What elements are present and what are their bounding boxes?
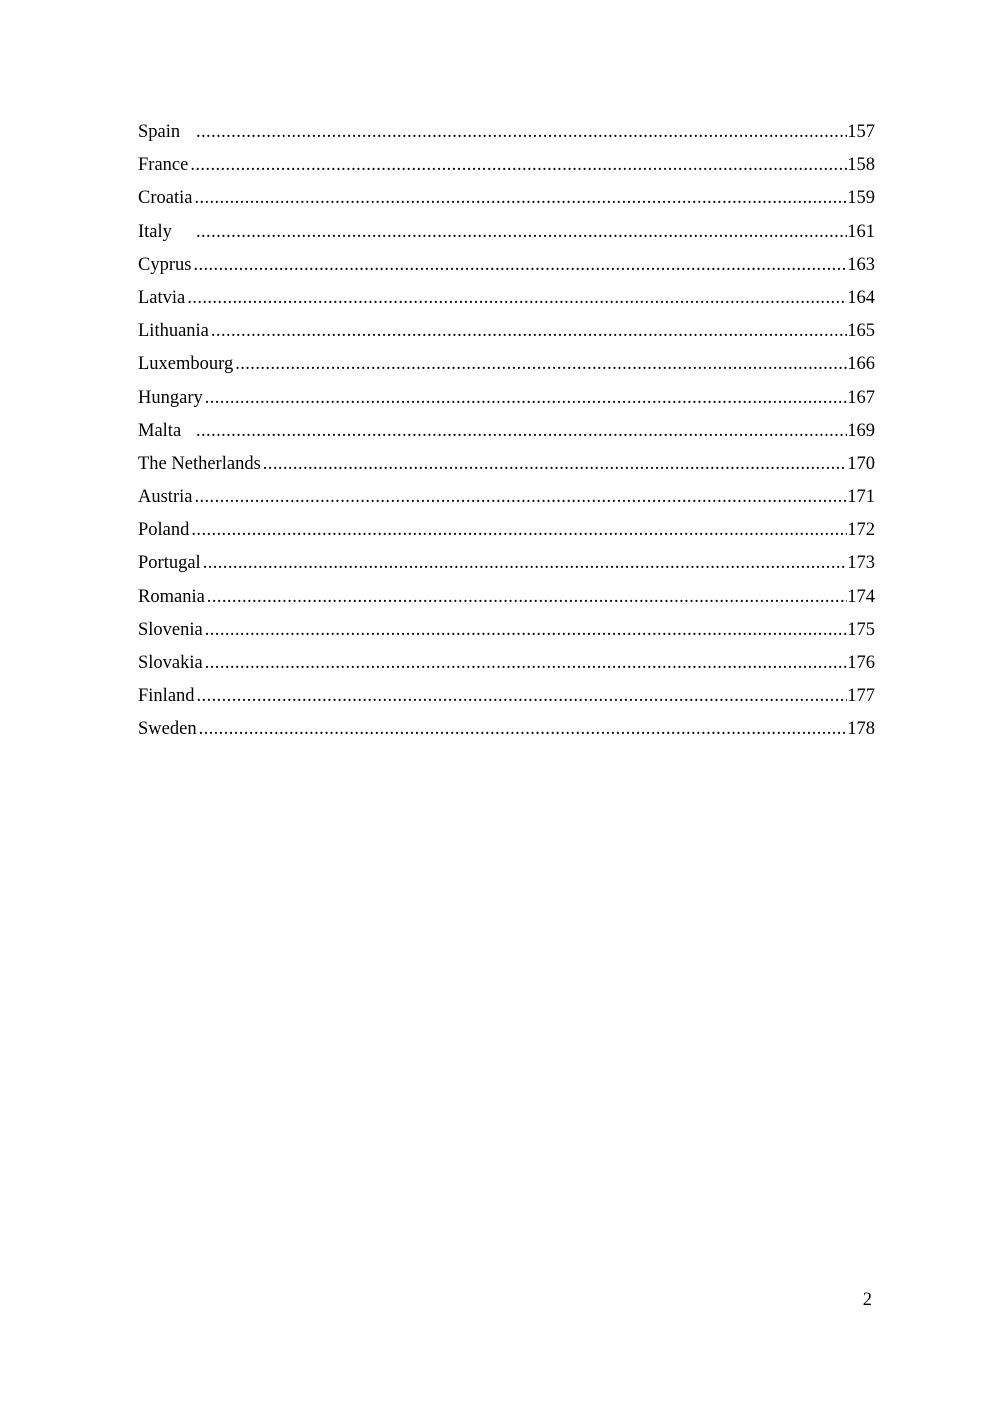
toc-entry-label: The Netherlands [138,453,261,474]
dot-leader [196,118,847,146]
dot-leader [205,616,848,644]
toc-entry-romania[interactable] [138,583,875,616]
toc-entry-malta[interactable] [138,417,875,450]
toc-entry-the-netherlands[interactable] [138,450,875,483]
dot-leader [196,417,847,445]
toc-entry-page: 175 [847,619,875,640]
toc-entry-page: 178 [847,719,875,740]
toc-entry-label: Romania [138,586,205,607]
toc-entry-label: Malta [138,420,182,441]
toc-entry-page: 171 [847,487,875,508]
toc-entry-page: 157 [847,122,875,142]
dot-leader [205,384,848,412]
toc-entry-page: 161 [847,221,875,242]
toc-entry-finland[interactable] [138,682,875,715]
toc-entry-lithuania[interactable] [138,317,875,350]
page-number: 2 [862,1290,872,1310]
toc-entry-label: Finland [138,686,195,707]
dot-leader [187,284,847,312]
toc-entry-italy[interactable] [138,218,875,251]
toc-entry-page: 163 [847,254,875,275]
toc-entry-hungary[interactable] [138,384,875,417]
toc-entry-page: 174 [847,586,875,607]
toc-entry-portugal[interactable] [138,549,875,582]
toc-entry-page: 164 [847,287,875,308]
toc-entry-croatia[interactable] [138,184,875,217]
dot-leader [193,251,847,279]
toc-entry-france[interactable] [138,151,875,184]
toc-entry-page: 169 [847,420,875,441]
toc-entry-page: 158 [847,155,875,176]
dot-leader [263,450,847,478]
toc-entry-page: 170 [847,453,875,474]
toc-entry-label: Latvia [138,287,186,308]
toc-entry-slovenia[interactable] [138,616,875,649]
toc-entry-page: 177 [847,686,875,707]
table-of-contents [138,118,875,749]
toc-entry-page: 166 [847,354,875,375]
dot-leader [196,218,847,246]
toc-entry-page: 172 [847,520,875,541]
dot-leader [191,516,847,544]
toc-entry-page: 165 [847,321,875,342]
toc-entry-label: Poland [138,520,190,541]
dot-leader [203,549,848,577]
toc-entry-label: Cyprus [138,254,192,275]
toc-entry-label: Luxembourg [138,354,234,375]
dot-leader [199,715,848,743]
dot-leader [190,151,847,179]
dot-leader [207,583,847,611]
toc-entry-page: 176 [847,653,875,673]
dot-leader [194,483,847,511]
toc-entry-label: Hungary [138,387,203,408]
toc-entry-label: Lithuania [138,321,209,342]
toc-entry-page: 173 [847,553,875,574]
toc-entry-poland[interactable] [138,516,875,549]
toc-entry-label: Croatia [138,188,193,209]
toc-entry-label: Austria [138,487,193,508]
toc-entry-latvia[interactable] [138,284,875,317]
toc-entry-label: Slovenia [138,619,203,640]
toc-entry-label: Slovakia [138,653,203,673]
toc-entry-spain[interactable] [138,118,875,151]
dot-leader [235,350,847,378]
toc-entry-luxembourg[interactable] [138,350,875,383]
toc-entry-page: 159 [847,188,875,209]
toc-entry-austria[interactable] [138,483,875,516]
toc-entry-label: France [138,155,189,176]
toc-entry-label: Sweden [138,719,197,740]
dot-leader [194,184,847,212]
toc-entry-label: Italy [138,221,172,242]
toc-entry-sweden[interactable] [138,715,875,748]
toc-entry-slovakia[interactable] [138,649,875,682]
dot-leader [197,682,848,710]
dot-leader [211,317,847,345]
toc-entry-page: 167 [847,387,875,408]
dot-leader [205,649,848,677]
toc-entry-label: Spain [138,122,181,142]
toc-entry-cyprus[interactable] [138,251,875,284]
toc-entry-label: Portugal [138,553,201,574]
